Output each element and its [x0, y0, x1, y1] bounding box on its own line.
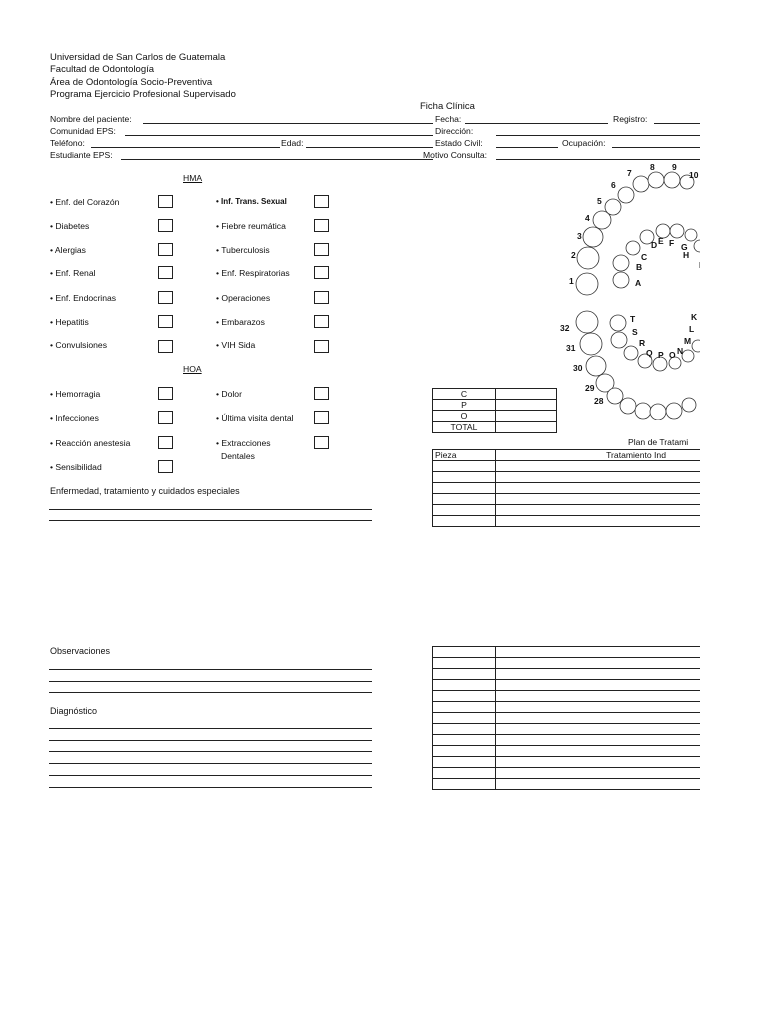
- upper-tooth-number-9: 9: [672, 162, 677, 172]
- hma-left-4-checkbox[interactable]: [158, 291, 173, 304]
- cpo-label-c: C: [433, 389, 496, 400]
- treatment-plan-title: Plan de Tratami: [628, 437, 689, 447]
- cpo-value-total[interactable]: [496, 422, 557, 433]
- plan2-pieza-cell[interactable]: [433, 647, 496, 658]
- plan-pieza-cell[interactable]: [433, 483, 496, 494]
- plan-treatment-cell[interactable]: [496, 505, 732, 516]
- plan-pieza-cell[interactable]: [433, 472, 496, 483]
- plan2-pieza-cell[interactable]: [433, 680, 496, 691]
- patient-name-label: Nombre del paciente:: [50, 114, 132, 124]
- age-field[interactable]: [306, 147, 433, 148]
- plan2-pieza-cell[interactable]: [433, 768, 496, 779]
- hoa-left-2: • Reacción anestesia: [50, 438, 131, 448]
- civil-status-field[interactable]: [496, 147, 558, 148]
- hoa-left-0-checkbox[interactable]: [158, 387, 173, 400]
- plan2-treatment-cell[interactable]: [496, 713, 732, 724]
- hoa-right-2-checkbox[interactable]: [314, 436, 329, 449]
- hma-left-5-checkbox[interactable]: [158, 315, 173, 328]
- lower-primary-tooth-T[interactable]: [610, 315, 626, 331]
- lower-primary-tooth-N[interactable]: [682, 350, 694, 362]
- age-label: Edad:: [281, 138, 304, 148]
- hma-left-1: • Diabetes: [50, 221, 90, 231]
- hma-right-1-checkbox[interactable]: [314, 219, 329, 232]
- plan2-treatment-cell[interactable]: [496, 680, 732, 691]
- upper-tooth-number-8: 8: [650, 162, 655, 172]
- plan2-pieza-cell[interactable]: [433, 702, 496, 713]
- hma-right-0-checkbox[interactable]: [314, 195, 329, 208]
- hoa-left-3: • Sensibilidad: [50, 462, 102, 472]
- diagnosis-line-4[interactable]: [49, 763, 372, 764]
- lower-primary-letter-K: K: [691, 312, 698, 322]
- lower-tooth-31[interactable]: [580, 333, 602, 355]
- upper-tooth-3[interactable]: [583, 227, 603, 247]
- upper-primary-letter-D: D: [651, 240, 658, 250]
- hma-right-6-checkbox[interactable]: [314, 340, 329, 353]
- plan-treatment-cell[interactable]: [496, 494, 732, 505]
- hma-right-2: • Tuberculosis: [216, 245, 270, 255]
- disease-section-label: Enfermedad, tratamiento y cuidados especiales: [50, 486, 240, 496]
- diagnosis-line-3[interactable]: [49, 751, 372, 752]
- hma-left-2-checkbox[interactable]: [158, 243, 173, 256]
- lower-tooth-number-32: 32: [560, 323, 570, 333]
- hma-right-4-checkbox[interactable]: [314, 291, 329, 304]
- upper-primary-letter-A: A: [635, 278, 642, 288]
- cpo-value-o[interactable]: [496, 411, 557, 422]
- page-clip: [700, 0, 768, 1024]
- lower-tooth-number-28: 28: [594, 396, 604, 406]
- phone-field[interactable]: [91, 147, 280, 148]
- lower-tooth-27[interactable]: [620, 398, 636, 414]
- plan2-treatment-cell[interactable]: [496, 735, 732, 746]
- cpo-label-total: TOTAL: [433, 422, 496, 433]
- cpo-label-p: P: [433, 400, 496, 411]
- lower-primary-letter-R: R: [639, 338, 646, 348]
- plan-treatment-cell[interactable]: [496, 461, 732, 472]
- odontogram[interactable]: [555, 160, 705, 420]
- hoa-heading: HOA: [183, 364, 202, 374]
- plan2-pieza-cell[interactable]: [433, 658, 496, 669]
- cpo-value-c[interactable]: [496, 389, 557, 400]
- hma-right-3-checkbox[interactable]: [314, 266, 329, 279]
- hoa-right-0: • Dolor: [216, 389, 242, 399]
- phone-label: Teléfono:: [50, 138, 85, 148]
- community-field[interactable]: [125, 135, 433, 136]
- upper-primary-tooth-A[interactable]: [613, 272, 629, 288]
- hma-right-6: • VIH Sida: [216, 340, 256, 350]
- plan2-pieza-cell[interactable]: [433, 691, 496, 702]
- hma-left-4: • Enf. Endocrinas: [50, 293, 117, 303]
- plan-pieza-cell[interactable]: [433, 494, 496, 505]
- hma-left-3: • Enf. Renal: [50, 268, 96, 278]
- observations-line-2[interactable]: [49, 681, 372, 682]
- lower-primary-letter-T: T: [630, 314, 636, 324]
- plan-header-pieza: Pieza: [433, 450, 496, 461]
- date-field[interactable]: [465, 123, 608, 124]
- hoa-right-1-checkbox[interactable]: [314, 411, 329, 424]
- lower-primary-letter-N: N: [677, 346, 684, 356]
- registry-field[interactable]: [654, 123, 700, 124]
- plan2-treatment-cell[interactable]: [496, 669, 732, 680]
- upper-primary-tooth-F[interactable]: [670, 224, 684, 238]
- cpo-label-o: O: [433, 411, 496, 422]
- cpo-value-p[interactable]: [496, 400, 557, 411]
- date-label: Fecha:: [435, 114, 462, 124]
- lower-tooth-24[interactable]: [666, 403, 682, 419]
- upper-primary-letter-G: G: [681, 242, 688, 252]
- hma-right-5-checkbox[interactable]: [314, 315, 329, 328]
- hma-right-0: • Inf. Trans. Sexual: [216, 197, 287, 206]
- upper-tooth-number-6: 6: [611, 180, 616, 190]
- hoa-left-1: • Infecciones: [50, 413, 99, 423]
- lower-tooth-32[interactable]: [576, 311, 598, 333]
- hma-left-0: • Enf. del Corazón: [50, 197, 120, 207]
- treatment-plan-table: [432, 449, 732, 527]
- diagnosis-label: Diagnóstico: [50, 706, 98, 716]
- upper-tooth-1[interactable]: [576, 273, 598, 295]
- address-label: Dirección:: [435, 126, 474, 136]
- hoa-left-3-checkbox[interactable]: [158, 460, 173, 473]
- plan-treatment-cell[interactable]: [496, 483, 732, 494]
- observations-line-1[interactable]: [49, 669, 372, 670]
- hoa-right-2: • Extracciones: [216, 438, 271, 448]
- lower-tooth-number-30: 30: [573, 363, 583, 373]
- plan2-treatment-cell[interactable]: [496, 724, 732, 735]
- patient-name-field[interactable]: [143, 123, 433, 124]
- upper-primary-letter-C: C: [641, 252, 648, 262]
- hma-right-3: • Enf. Respiratorias: [216, 268, 290, 278]
- upper-tooth-9[interactable]: [664, 172, 680, 188]
- upper-primary-tooth-G[interactable]: [685, 229, 697, 241]
- lower-tooth-26[interactable]: [635, 403, 651, 419]
- lower-primary-letter-Q: Q: [646, 348, 653, 358]
- hoa-left-1-checkbox[interactable]: [158, 411, 173, 424]
- plan2-treatment-cell[interactable]: [496, 746, 732, 757]
- occupation-field[interactable]: [612, 147, 700, 148]
- upper-tooth-2[interactable]: [577, 247, 599, 269]
- upper-primary-letter-B: B: [636, 262, 643, 272]
- hoa-right-0-checkbox[interactable]: [314, 387, 329, 400]
- observations-line-3[interactable]: [49, 692, 372, 693]
- plan2-pieza-cell[interactable]: [433, 669, 496, 680]
- hma-left-2: • Alergias: [50, 245, 86, 255]
- header-line-2: Facultad de Odontología: [50, 64, 155, 76]
- hma-right-1: • Fiebre reumática: [216, 221, 286, 231]
- hma-right-5: • Embarazos: [216, 317, 265, 327]
- disease-line-1[interactable]: [49, 509, 372, 510]
- lower-tooth-28[interactable]: [607, 388, 623, 404]
- upper-tooth-number-5: 5: [597, 196, 602, 206]
- upper-tooth-number-4: 4: [585, 213, 590, 223]
- hma-left-3-checkbox[interactable]: [158, 266, 173, 279]
- lower-tooth-number-31: 31: [566, 343, 576, 353]
- cpo-table: [432, 388, 557, 433]
- upper-tooth-6[interactable]: [618, 187, 634, 203]
- plan-treatment-cell[interactable]: [496, 516, 732, 527]
- diagnosis-line-5[interactable]: [49, 775, 372, 776]
- hma-right-2-checkbox[interactable]: [314, 243, 329, 256]
- diagnosis-line-6[interactable]: [49, 787, 372, 788]
- plan2-treatment-cell[interactable]: [496, 757, 732, 768]
- lower-primary-letter-O: O: [669, 350, 676, 360]
- plan2-treatment-cell[interactable]: [496, 702, 732, 713]
- plan-pieza-cell[interactable]: [433, 516, 496, 527]
- plan2-treatment-cell[interactable]: [496, 691, 732, 702]
- upper-primary-letter-H: H: [683, 250, 690, 260]
- hma-left-1-checkbox[interactable]: [158, 219, 173, 232]
- upper-primary-letter-F: F: [669, 238, 675, 248]
- lower-tooth-25[interactable]: [650, 404, 666, 420]
- hma-left-5: • Hepatitis: [50, 317, 89, 327]
- plan2-pieza-cell[interactable]: [433, 724, 496, 735]
- form-title: Ficha Clínica: [420, 101, 475, 112]
- community-label: Comunidad EPS:: [50, 126, 116, 136]
- header-line-4: Programa Ejercicio Profesional Supervisado: [50, 88, 236, 100]
- plan-treatment-cell[interactable]: [496, 472, 732, 483]
- upper-tooth-number-3: 3: [577, 231, 582, 241]
- lower-tooth-30[interactable]: [586, 356, 606, 376]
- registry-label: Registro:: [613, 114, 648, 124]
- plan2-treatment-cell[interactable]: [496, 647, 732, 658]
- plan2-treatment-cell[interactable]: [496, 658, 732, 669]
- header-line-3: Área de Odontología Socio-Preventiva: [50, 76, 213, 88]
- plan2-treatment-cell[interactable]: [496, 768, 732, 779]
- reason-label: Motivo Consulta:: [423, 150, 488, 160]
- plan-pieza-cell[interactable]: [433, 461, 496, 472]
- lower-primary-tooth-S[interactable]: [611, 332, 627, 348]
- disease-line-2[interactable]: [49, 520, 372, 521]
- lower-primary-letter-P: P: [658, 350, 664, 360]
- upper-tooth-5[interactable]: [605, 199, 621, 215]
- upper-tooth-number-1: 1: [569, 276, 574, 286]
- plan-pieza-cell[interactable]: [433, 505, 496, 516]
- hma-right-4: • Operaciones: [216, 293, 271, 303]
- upper-tooth-number-2: 2: [571, 250, 576, 260]
- student-label: Estudiante EPS:: [50, 150, 113, 160]
- observations-label: Observaciones: [50, 646, 111, 656]
- hma-left-6-checkbox[interactable]: [158, 340, 173, 353]
- plan2-pieza-cell[interactable]: [433, 735, 496, 746]
- hma-left-6: • Convulsiones: [50, 340, 107, 350]
- lower-primary-letter-M: M: [684, 336, 692, 346]
- treatment-plan-table-2: [432, 646, 732, 790]
- hoa-right-2-cont: Dentales: [221, 451, 255, 461]
- lower-tooth-23[interactable]: [682, 398, 696, 412]
- plan2-pieza-cell[interactable]: [433, 757, 496, 768]
- hma-heading: HMA: [183, 173, 203, 183]
- upper-primary-tooth-B[interactable]: [613, 255, 629, 271]
- plan2-pieza-cell[interactable]: [433, 779, 496, 790]
- occupation-label: Ocupación:: [562, 138, 606, 148]
- lower-primary-tooth-R[interactable]: [624, 346, 638, 360]
- lower-primary-letter-L: L: [689, 324, 695, 334]
- institution-header: [50, 52, 236, 101]
- plan-header-tratamiento: Tratamiento Ind: [496, 450, 732, 461]
- hma-left-0-checkbox[interactable]: [158, 195, 173, 208]
- hoa-left-0: • Hemorragia: [50, 389, 101, 399]
- lower-tooth-number-29: 29: [585, 383, 595, 393]
- header-line-1: Universidad de San Carlos de Guatemala: [50, 52, 226, 63]
- upper-tooth-7[interactable]: [633, 176, 649, 192]
- civil-status-label: Estado Civil:: [435, 138, 483, 148]
- student-field[interactable]: [121, 159, 433, 160]
- upper-primary-tooth-C[interactable]: [626, 241, 640, 255]
- hoa-right-1: • Última visita dental: [216, 413, 294, 423]
- upper-tooth-number-10: 10: [689, 170, 699, 180]
- diagnosis-line-1[interactable]: [49, 728, 372, 729]
- lower-primary-letter-S: S: [632, 327, 638, 337]
- upper-tooth-8[interactable]: [648, 172, 664, 188]
- upper-primary-letter-E: E: [658, 236, 664, 246]
- hoa-left-2-checkbox[interactable]: [158, 436, 173, 449]
- plan2-treatment-cell[interactable]: [496, 779, 732, 790]
- upper-tooth-number-7: 7: [627, 168, 632, 178]
- plan2-pieza-cell[interactable]: [433, 746, 496, 757]
- diagnosis-line-2[interactable]: [49, 740, 372, 741]
- address-field[interactable]: [496, 135, 700, 136]
- plan2-pieza-cell[interactable]: [433, 713, 496, 724]
